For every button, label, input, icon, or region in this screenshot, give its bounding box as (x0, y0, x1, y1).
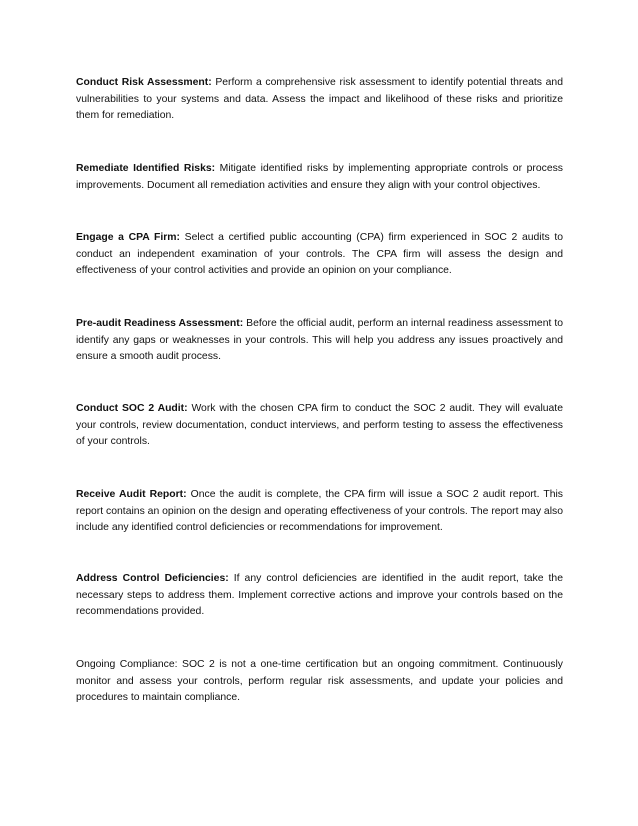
paragraph-conduct-soc2-audit (76, 401, 563, 451)
paragraph-heading: Conduct Risk Assessment: (76, 77, 212, 88)
paragraph-text: Before the official audit, perform an internal readiness assessment to identify any gaps or weaknesses in your controls. This will help you address any issues proactively and ensure a smooth audit process. (76, 318, 563, 362)
paragraph-receive-audit-report (76, 487, 563, 537)
paragraph-text: Select a certified public accounting (CPA) firm experienced in SOC 2 audits to conduct an independent examination of your controls. The CPA firm will assess the design and effectiveness of your control activities and provide an opinion on your compliance. (76, 232, 563, 276)
paragraph-ongoing-compliance (76, 657, 563, 707)
paragraph-text: Ongoing Compliance: SOC 2 is not a one-time certification but an ongoing commitment. Continuously monitor and assess your controls, perform regular risk assessments, and update your policies and procedures to maintain compliance. (76, 659, 563, 703)
paragraph-heading: Pre-audit Readiness Assessment: (76, 318, 244, 329)
paragraph-heading: Receive Audit Report: (76, 489, 187, 500)
paragraph-engage-cpa-firm (76, 230, 563, 280)
paragraph-conduct-risk-assessment (76, 75, 563, 125)
paragraph-heading: Remediate Identified Risks: (76, 163, 216, 174)
paragraph-heading: Conduct SOC 2 Audit: (76, 403, 188, 414)
paragraph-heading: Address Control Deficiencies: (76, 573, 229, 584)
paragraph-text: Perform a comprehensive risk assessment to identify potential threats and vulnerabilities to your systems and data. Assess the impact and likelihood of these risks and prioritize them for remediation. (76, 77, 563, 121)
paragraph-pre-audit-readiness (76, 316, 563, 366)
paragraph-text: If any control deficiencies are identified in the audit report, take the necessary steps to address them. Implement corrective actions and improve your controls based on the recommendations provided. (76, 573, 563, 617)
paragraph-text: Once the audit is complete, the CPA firm will issue a SOC 2 audit report. This report contains an opinion on the design and operating effectiveness of your controls. The report may also include any identified control deficiencies or recommendations for improvement. (76, 489, 563, 533)
paragraph-address-control-deficiencies (76, 571, 563, 621)
paragraph-text: Work with the chosen CPA firm to conduct the SOC 2 audit. They will evaluate your controls, review documentation, conduct interviews, and perform testing to assess the effectiveness of your controls. (76, 403, 563, 447)
paragraph-remediate-identified-risks (76, 161, 563, 194)
paragraph-text: Mitigate identified risks by implementing appropriate controls or process improvements. Document all remediation activities and ensure they align with your control objectives. (76, 163, 563, 191)
paragraph-heading: Engage a CPA Firm: (76, 232, 180, 243)
